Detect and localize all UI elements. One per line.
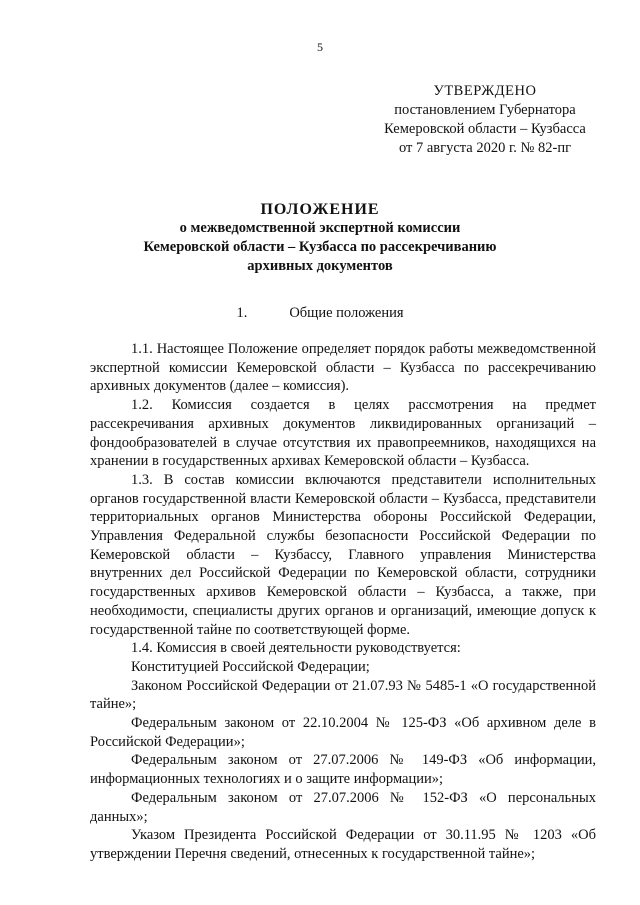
list-item-archive-law: Федеральным законом от 22.10.2004 № 125-ФЗ «Об архивном деле в Российской Федерации»; (90, 715, 596, 750)
approval-line-2: Кемеровской области – Кузбасса (384, 121, 586, 137)
paragraph-1-3: 1.3. В состав комиссии включаются представители исполнительных органов государственной власти Кемеровской области – Кузбасса, представители территориальных органов Министерства обороны Российской Федерации, Управления Федеральной службы безопасности Российской Федерации по Кемеровской области – Кузбассу, Главного управления Министерства внутренних дел Российской Федерации по Кемеровской области, сотрудники государственных архивов Кемеровской области – Кузбасса, а также, при необходимости, специалисты других органов и организаций, имеющие допуск к государственной тайне по соответствующей форме. (90, 471, 596, 638)
paragraph-1-2: 1.2. Комиссия создается в целях рассмотрения на предмет рассекречивания архивных документов ликвидированных организаций – фондообразователей в случае отсутствия их правопреемников, находящихся на хранении в государственных архивах Кемеровской области – Кузбасса. (90, 397, 596, 470)
page-number: 5 (317, 40, 323, 54)
document-subtitle-line-2: Кемеровской области – Кузбасса по рассекречиванию (143, 239, 497, 255)
list-item-state-secret-law: Законом Российской Федерации от 21.07.93 № 5485-1 «О государственной тайне»; (90, 677, 596, 713)
list-item-presidential-decree: Указом Президента Российской Федерации от 30.11.95 № 1203 «Об утверждении Перечня сведений, отнесенных к государственной тайне»; (90, 827, 596, 862)
approval-stamp (360, 82, 610, 158)
approval-line-1: постановлением Губернатора (394, 102, 576, 118)
paragraph-1-4: 1.4. Комиссия в своей деятельности руководствуется: (131, 640, 461, 657)
document-body (90, 340, 596, 864)
document-subtitle-line-1: о межведомственной экспертной комиссии (179, 220, 461, 236)
document-title (0, 200, 640, 276)
list-item-personal-data-law: Федеральным законом от 27.07.2006 № 152-ФЗ «О персональных данных»; (90, 789, 596, 825)
document-subtitle-line-3: архивных документов (247, 258, 393, 274)
section-number: 1. (236, 305, 248, 321)
approval-title: УТВЕРЖДЕНО (433, 83, 537, 99)
section-title: Общие положения (289, 305, 404, 321)
list-item-constitution: Конституцией Российской Федерации; (131, 658, 370, 675)
document-heading: ПОЛОЖЕНИЕ (260, 201, 380, 218)
approval-line-3: от 7 августа 2020 г. № 82-пг (398, 140, 572, 156)
list-item-information-law: Федеральным законом от 27.07.2006 № 149-ФЗ «Об информации, информационных технологиях и о защите информации»; (90, 752, 596, 788)
paragraph-1-1: 1.1. Настоящее Положение определяет порядок работы межведомственной экспертной комиссии Кемеровской области – Кузбасса по рассекречиванию архивных документов (далее – комиссия). (90, 341, 596, 395)
section-heading (0, 305, 640, 322)
